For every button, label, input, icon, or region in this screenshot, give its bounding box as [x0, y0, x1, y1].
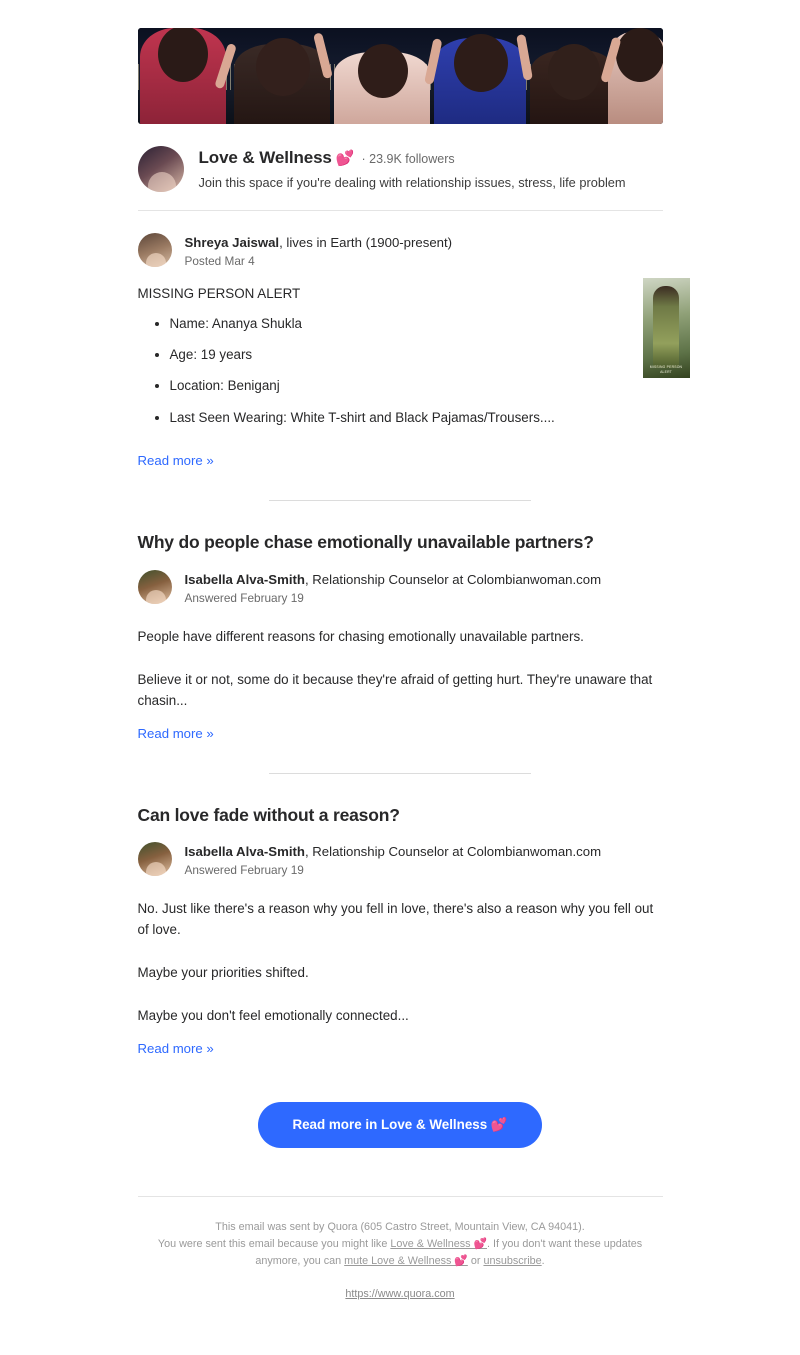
answer-author-credential: , Relationship Counselor at Colombianwoman.com: [304, 572, 602, 588]
space-followers: [361, 152, 454, 166]
person-silhouette: [334, 52, 430, 124]
answer-author-name[interactable]: Isabella Alva-Smith: [184, 572, 305, 588]
space-header[interactable]: [138, 124, 663, 211]
answer-author-row[interactable]: [138, 570, 663, 605]
answer-author-line: [185, 843, 602, 860]
divider: [269, 500, 531, 501]
answer-body: [138, 899, 663, 1057]
cta-section: [138, 1102, 663, 1148]
answer-author-text: [185, 842, 602, 877]
answer-author-credential: , Relationship Counselor at Colombianwoman.com: [304, 844, 602, 860]
post-body: [137, 284, 683, 470]
avatar: [138, 570, 172, 604]
space-title-row: [199, 148, 626, 168]
post-timestamp: Posted Mar 4: [184, 254, 255, 269]
footer-reason-mid: . If you don't want these updates anymore, you can: [255, 1237, 643, 1268]
post-heading: MISSING PERSON ALERT: [137, 286, 301, 302]
list-item: • Name: Ananya Shukla: [170, 314, 663, 333]
read-more-link[interactable]: Read more »: [137, 1040, 214, 1056]
footer-sender-line: This email was sent by Quora (605 Castro Street, Mountain View, CA 94041).: [215, 1220, 585, 1233]
person-silhouette: [434, 38, 526, 124]
post-block: [137, 211, 683, 470]
person-silhouette: [530, 50, 616, 124]
divider: [269, 773, 531, 774]
space-avatar: [138, 146, 184, 192]
list-item: • Location: Beniganj: [170, 376, 663, 395]
answer-paragraph: Believe it or not, some do it because they're afraid of getting hurt. They're unaware that chasin...: [137, 672, 653, 708]
read-more-in-space-button[interactable]: Read more in Love & Wellness 💕: [258, 1102, 541, 1148]
question-title[interactable]: Why do people chase emotionally unavailable partners?: [137, 532, 594, 553]
answer-block: [138, 804, 663, 1058]
email-footer: [138, 1196, 663, 1343]
answer-paragraph: No. Just like there's a reason why you fell in love, there's also a reason why you fell out of love.: [137, 901, 654, 938]
space-followers-count: 23.9K followers: [369, 152, 455, 166]
answer-author-row[interactable]: [138, 842, 663, 877]
person-silhouette: [234, 44, 330, 124]
post-author-line: [185, 234, 453, 251]
post-thumbnail-image[interactable]: [643, 278, 690, 378]
space-name[interactable]: Love & Wellness: [198, 148, 332, 167]
missing-person-photo: [653, 286, 679, 368]
footer-reason-prefix: You were sent this email because you might like: [157, 1237, 391, 1250]
post-author-name[interactable]: Shreya Jaiswal: [184, 235, 280, 250]
email-content: [137, 28, 683, 1342]
answer-timestamp: Answered February 19: [184, 863, 304, 878]
post-detail-list: [138, 314, 663, 428]
read-more-link[interactable]: Read more »: [137, 725, 214, 741]
avatar: [138, 233, 172, 267]
footer-period: .: [541, 1255, 545, 1268]
answer-body: [138, 627, 663, 742]
post-author-credential: , lives in Earth (1900-present): [279, 235, 453, 250]
answer-block: [138, 531, 663, 742]
avatar: [138, 842, 172, 876]
post-author-text: [185, 233, 453, 268]
answer-paragraph: Maybe your priorities shifted.: [137, 964, 309, 980]
space-meta: [199, 146, 626, 191]
question-title[interactable]: Can love fade without a reason?: [137, 804, 400, 825]
answer-paragraph: Maybe you don't feel emotionally connected...: [137, 1007, 409, 1023]
mute-space-link[interactable]: mute Love & Wellness 💕: [344, 1255, 468, 1268]
read-more-link[interactable]: Read more »: [137, 453, 214, 469]
space-description: Join this space if you're dealing with relationship issues, stress, life problem: [198, 175, 626, 190]
answer-paragraph: People have different reasons for chasing emotionally unavailable partners.: [137, 629, 584, 645]
footer-or: or: [467, 1255, 484, 1268]
footer-reason-line: [138, 1236, 663, 1271]
answer-timestamp: Answered February 19: [184, 591, 304, 606]
post-author-row[interactable]: [138, 233, 663, 268]
quora-url-link[interactable]: https://www.quora.com: [345, 1288, 455, 1301]
list-item: • Age: 19 years: [170, 345, 663, 364]
answer-author-name[interactable]: Isabella Alva-Smith: [184, 844, 305, 860]
hero-banner-image: [138, 28, 663, 124]
footer-space-link[interactable]: Love & Wellness 💕: [390, 1237, 487, 1250]
person-silhouette: [140, 28, 226, 124]
footer-url-row: [138, 1284, 663, 1302]
answer-author-line: [185, 571, 602, 588]
post-thumbnail-caption: MISSING PERSON ALERT: [649, 365, 683, 374]
space-separator: ·: [361, 152, 366, 166]
unsubscribe-link[interactable]: unsubscribe: [483, 1255, 542, 1268]
list-item: • Last Seen Wearing: White T-shirt and Black Pajamas/Trousers....: [170, 408, 663, 427]
answer-author-text: [185, 570, 602, 605]
two-hearts-icon: 💕: [335, 150, 355, 167]
